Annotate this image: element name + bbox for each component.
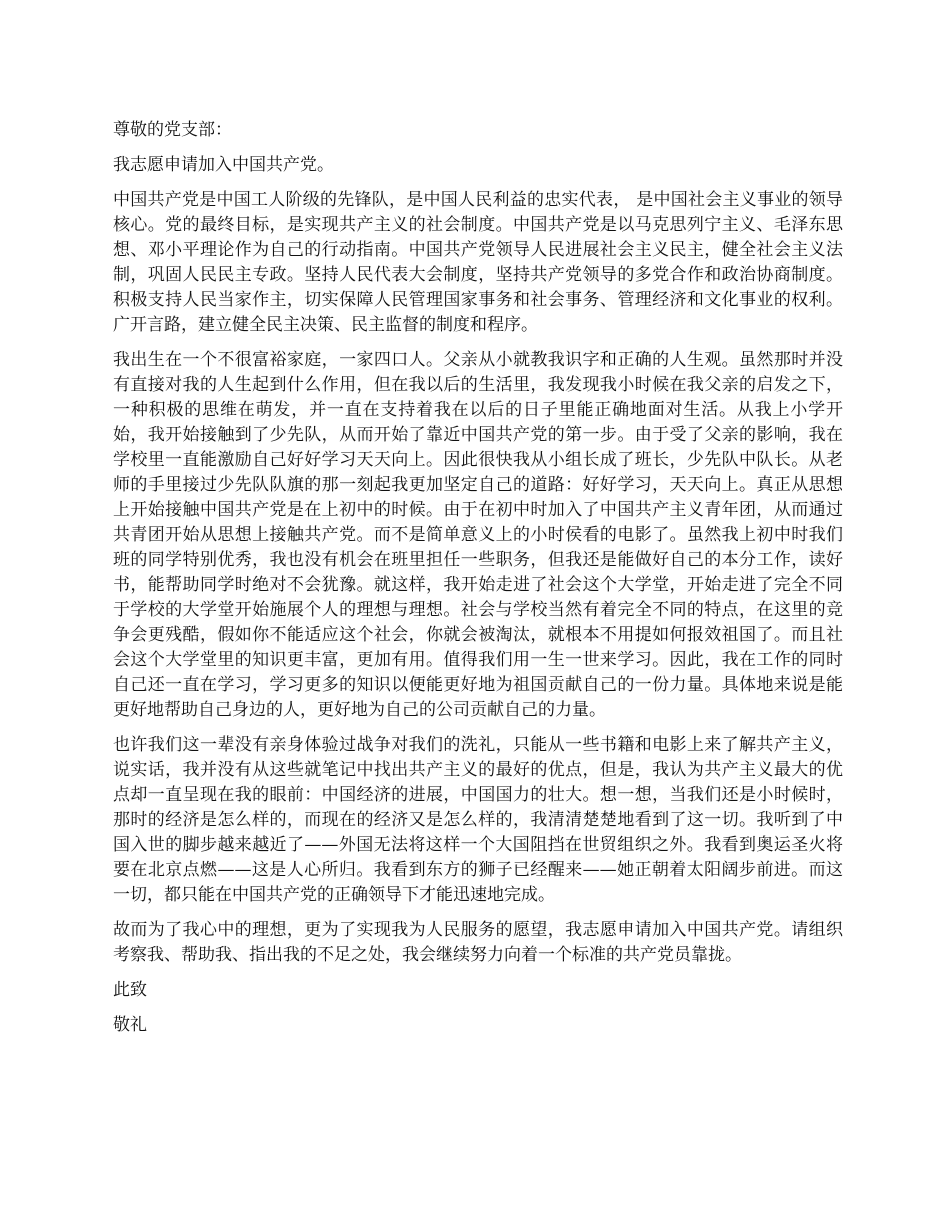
paragraph-personal-history: 我出生在一个不很富裕家庭，一家四口人。父亲从小就教我识字和正确的人生观。虽然那时并没有直接对我的人生起到什么作用，但在我以后的生活里，我发现我小时候在我父亲的启发之下，一种积极的思维在萌发，并一直在支持着我在以后的日子里能正确地面对生活。从我上小学开始，我开始接触到了少先队，从而开始了靠近中国共产党的第一步。由于受了父亲的影响，我在学校里一直能激励自己好好学习天天向上。因此很快我从小组长成了班长，少先队中队长。从老师的手里接过少先队队旗的那一刻起我更加坚定自己的道路：好好学习，天天向上。真正从思想上开始接触中国共产党是在上初中的时候。由于在初中时加入了中国共产主义青年团，从而通过共青团开始从思想上接触共产党。而不是简单意义上的小时侯看的电影了。虽然我上初中时我们班的同学特别优秀，我也没有机会在班里担任一些职务，但我还是能做好自己的本分工作，读好书，能帮助同学时绝对不会犹豫。就这样，我开始走进了社会这个大学堂，开始走进了完全不同于学校的大学堂开始施展个人的理想与理想。社会与学校当然有着完全不同的特点，在这里的竞争会更残酷，假如你不能适应这个社会，你就会被淘汰，就根本不用提如何报效祖国了。而且社会这个大学堂里的知识更丰富，更加有用。值得我们用一生一世来学习。因此，我在工作的同时自己还一直在学习，学习更多的知识以便能更好地为祖国贡献自己的一份力量。具体地来说是能更好地帮助自己身边的人，更好地为自己的公司贡献自己的力量。 (113, 350, 843, 720)
closing-line-2: 敬礼 (113, 1015, 147, 1035)
salutation: 尊敬的党支部： (113, 120, 232, 140)
paragraph-reflection: 也许我们这一辈没有亲身体验过战争对我们的洗礼，只能从一些书籍和电影上来了解共产主义，说实话，我并没有从这些就笔记中找出共产主义的最好的优点，但是，我认为共产主义最大的优点却一直呈现在我的眼前：中国经济的进展，中国国力的壮大。想一想，当我们还是小时候时，那时的经济是怎么样的，而现在的经济又是怎么样的，我清清楚楚地看到了这一切。我听到了中国入世的脚步越来越近了——外国无法将这样一个大国阻挡在世贸组织之外。我看到奥运圣火将要在北京点燃——这是人心所归。我看到东方的狮子已经醒来——她正朝着太阳阔步前进。而这一切，都只能在中国共产党的正确领导下才能迅速地完成。 (113, 735, 843, 905)
paragraph-party-description: 中国共产党是中国工人阶级的先锋队，是中国人民利益的忠实代表， 是中国社会主义事业的领导核心。党的最终目标，是实现共产主义的社会制度。中国共产党是以马克思列宁主义、毛泽东思想、邓小平理论作为自己的行动指南。中国共产党领导人民进展社会主义民主，健全社会主义法制，巩固人民民主专政。坚持人民代表大会制度，坚持共产党领导的多党合作和政治协商制度。积极支持人民当家作主，切实保障人民管理国家事务和社会事务、管理经济和文化事业的权利。广开言路，建立健全民主决策、民主监督的制度和程序。 (113, 190, 843, 335)
closing-line-1: 此致 (113, 980, 147, 1000)
paragraph-conclusion: 故而为了我心中的理想，更为了实现我为人民服务的愿望，我志愿申请加入中国共产党。请组织考察我、帮助我、指出我的不足之处，我会继续努力向着一个标准的共产党员靠拢。 (113, 920, 843, 965)
letter-body (113, 118, 843, 1048)
paragraph-intent: 我志愿申请加入中国共产党。 (113, 155, 334, 175)
